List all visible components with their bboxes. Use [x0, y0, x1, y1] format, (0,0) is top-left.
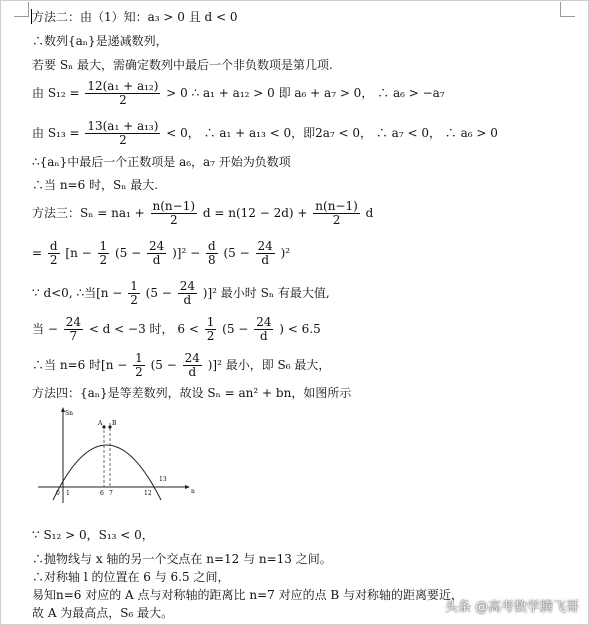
method4-line3: ∴抛物线与 x 轴的另一个交点在 n=12 与 n=13 之间。 [32, 552, 332, 566]
method2-line4 [32, 80, 445, 107]
y-axis-label: Sn [65, 410, 73, 417]
fraction [147, 240, 166, 267]
denominator: 2 [119, 93, 127, 107]
denominator: d [188, 365, 197, 379]
parabola-graph [38, 405, 198, 505]
fraction [206, 240, 218, 267]
text-segment: d [365, 206, 374, 220]
numerator: 24 [149, 239, 165, 253]
method2-line2: ∴数列{aₙ}是递减数列， [32, 34, 168, 48]
numerator: n(n−1) [152, 199, 196, 213]
numerator: 1 [206, 315, 215, 329]
text-segment: )² [280, 246, 291, 260]
denominator: 2 [99, 253, 108, 267]
method3-line4 [32, 316, 321, 343]
numerator: 1 [99, 239, 108, 253]
denominator: d [259, 329, 268, 343]
fraction [64, 316, 83, 343]
text-segment: > 0 ∴ a₁ + a₁₂ > 0 即 a₆ + a₇ > 0， ∴ a₆ > −a₇ [166, 86, 445, 100]
point-A [102, 425, 105, 428]
method2-line5 [32, 120, 498, 147]
denominator: d [183, 293, 192, 307]
numerator: 24 [257, 239, 273, 253]
method2-line1: 方法二：由（1）知：a₃ > 0 且 d < 0 [32, 10, 238, 24]
text-segment: )]² 最小时 Sₙ 有最大值, [202, 286, 330, 300]
denominator: 8 [208, 253, 216, 267]
page-corner-mark [14, 2, 29, 17]
fraction [183, 352, 202, 379]
text-segment: ∵ d<0, ∴当[n − [32, 286, 123, 300]
fraction [205, 316, 217, 343]
text-segment: 由 S₁₂ = [32, 86, 80, 100]
text-segment: (5 − [222, 322, 249, 336]
tick-label-12: 12 [144, 490, 152, 497]
watermark-text: 头条 @高考数学腾飞哥 [444, 600, 579, 615]
tick-label-0: 0 [56, 490, 60, 497]
numerator: 24 [184, 351, 200, 365]
method4-line4: ∴对称轴 l 的位置在 6 与 6.5 之间， [32, 570, 230, 584]
text-segment: (5 − [223, 246, 250, 260]
fraction [178, 280, 197, 307]
numerator: 12(a₁ + a₁₂) [87, 79, 159, 93]
method2-line6: ∴{aₙ}中最后一个正数项是 a₆，a₇ 开始为负数项 [32, 155, 291, 169]
method4-line6: 故 A 为最高点，S₆ 最大。 [32, 606, 174, 620]
fraction [128, 280, 140, 307]
tick-label-7: 7 [109, 490, 113, 497]
denominator: d [261, 253, 269, 267]
denominator: 2 [119, 133, 127, 147]
numerator: 1 [135, 351, 143, 365]
method4-line1: 方法四：{aₙ}是等差数列，故设 Sₙ = an² + bn，如图所示 [32, 386, 352, 400]
numerator: 13(a₁ + a₁₃) [87, 119, 159, 133]
denominator: d [152, 253, 161, 267]
text-segment: ∴当 n=6 时[n − [32, 358, 128, 372]
x-axis-label: n [191, 488, 195, 495]
label-A: A [98, 420, 103, 427]
fraction [48, 240, 60, 267]
denominator: 2 [206, 329, 215, 343]
fraction [151, 200, 198, 227]
fraction [85, 120, 160, 147]
fraction [313, 200, 360, 227]
x-axis-arrow [185, 485, 190, 489]
fraction [98, 240, 110, 267]
denominator: 2 [169, 213, 178, 227]
text-segment: (5 − [150, 358, 177, 372]
denominator: 2 [135, 365, 143, 379]
denominator: 7 [69, 329, 78, 343]
text-segment: ) < 6.5 [279, 322, 321, 336]
page-corner-mark [560, 2, 575, 17]
text-segment: < d < −3 时， 6 < [88, 322, 199, 336]
numerator: 24 [65, 315, 81, 329]
method3-line2 [32, 240, 290, 267]
fraction [254, 316, 273, 343]
fraction [85, 80, 160, 107]
text-segment: 当 − [32, 322, 58, 336]
text-segment: d = n(12 − 2d) + [202, 206, 308, 220]
text-segment: )]² 最小，即 S₆ 最大， [207, 358, 331, 372]
denominator: 2 [130, 293, 138, 307]
text-segment: = [32, 246, 43, 260]
numerator: 24 [256, 315, 272, 329]
method3-line5 [32, 352, 330, 379]
fraction [133, 352, 145, 379]
numerator: d [207, 239, 216, 253]
numerator: d [49, 239, 58, 253]
method2-line3: 若要 Sₙ 最大，需确定数列中最后一个非负数项是第几项. [32, 58, 333, 72]
denominator: 2 [49, 253, 58, 267]
tick-label-1: 1 [66, 490, 70, 497]
text-segment: (5 − [114, 246, 142, 260]
text-segment: 方法三：Sₙ = na₁ + [32, 206, 145, 220]
numerator: 1 [130, 279, 138, 293]
text-segment: [n − [65, 246, 92, 260]
method4-line2: ∵ S₁₂ > 0，S₁₃ < 0， [32, 528, 154, 542]
text-segment: 由 S₁₃ = [32, 126, 80, 140]
method3-line3 [32, 280, 330, 307]
text-segment: < 0， ∴ a₁ + a₁₃ < 0，即2a₇ < 0， ∴ a₇ < 0， ∴ a₆ > 0 [166, 126, 498, 140]
text-segment: (5 − [145, 286, 172, 300]
method3-line1 [32, 200, 373, 227]
tick-label-6: 6 [100, 490, 104, 497]
numerator: n(n−1) [315, 199, 358, 213]
label-B: B [112, 420, 117, 427]
tick-label-13: 13 [159, 476, 167, 483]
method2-line7: ∴当 n=6 时，Sₙ 最大. [32, 178, 159, 192]
method4-line5: 易知n=6 对应的 A 点与对称轴的距离比 n=7 对应的点 B 与对称轴的距离要近， [32, 588, 464, 602]
denominator: 2 [332, 213, 341, 227]
text-segment: )]² − [172, 246, 201, 260]
fraction [256, 240, 275, 267]
numerator: 24 [179, 279, 195, 293]
